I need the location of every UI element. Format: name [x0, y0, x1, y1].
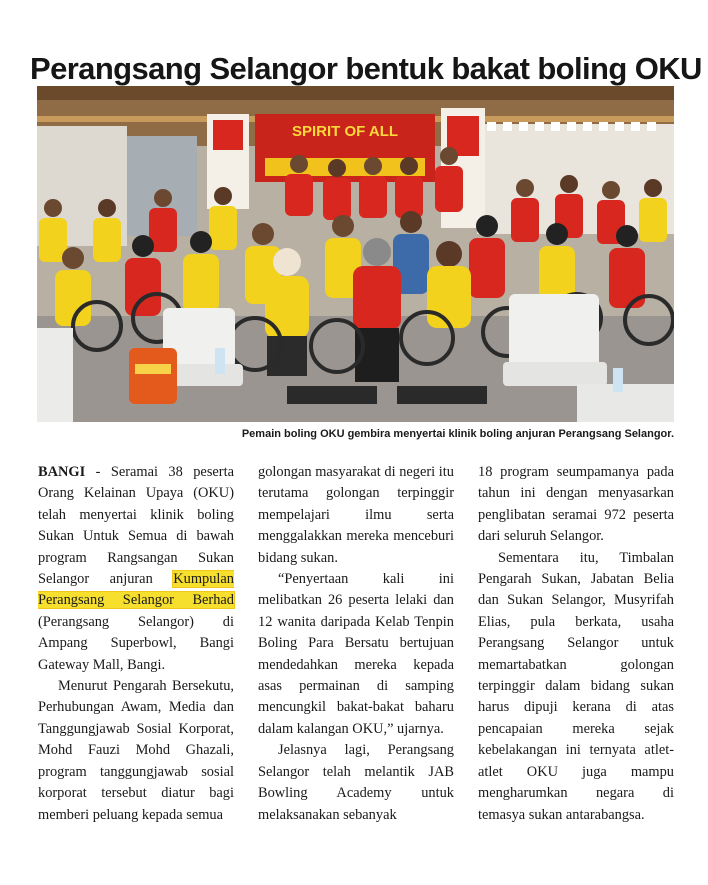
article-column-2	[258, 462, 454, 826]
text-run: (Perangsang Selangor) di Ampang Superbowl, Bangi Gateway Mall, Bangi.	[38, 613, 234, 673]
paragraph	[38, 462, 234, 676]
banner-text: SPIRIT OF ALL	[291, 123, 399, 140]
paragraph: Sementara itu, Timbalan Pengarah Sukan, Jabatan Belia dan Sukan Selangor, Musyrifah Elias, pula berkata, usaha Perangsang Selangor untuk memartabatkan golongan terpinggir dalam bidang sukan harus dipuji kerana di atas pencapaian mereka sejak kebelakangan ini ternyata atlet-atlet OKU juga mampu mengharumkan negara di temasya sukan antarabangsa.	[478, 549, 674, 823]
paragraph: 18 program seumpamanya pada tahun ini dengan menyasarkan penglibatan seramai 972 peserta dari seluruh Selangor.	[478, 464, 674, 545]
photo-caption: Pemain boling OKU gembira menyertai klinik boling anjuran Perangsang Selangor.	[241, 428, 674, 440]
text-run: - Seramai 38 peserta Orang Kelainan Upaya (OKU) telah menyertai klinik boling Sukan Untuk Semua di bawah program Rangsangan Sukan Selangor anjuran	[38, 464, 234, 588]
paragraph: “Penyertaan kali ini melibatkan 26 peserta lelaki dan 12 wanita daripada Kelab Tenpin Boling Para Bersatu bertujuan mendedahkan mereka kepada asas permainan di samping mencungkil bakat-bakat baharu dalam kalangan OKU,” ujarnya.	[258, 571, 454, 737]
paragraph: Menurut Pengarah Bersekutu, Perhubungan Awam, Media dan Tanggungjawab Sosial Korporat, Mohd Fauzi Mohd Ghazali, program tanggungjawab sosial korporat tersebut diatur bagi memberi peluang kepada semua	[38, 678, 234, 823]
paragraph: golongan masyarakat di negeri itu terutama golongan terpinggir mempelajari ilmu serta menggalakkan mereka menceburi bidang sukan.	[258, 464, 454, 566]
paragraph: Jelasnya lagi, Perangsang Selangor telah melantik JAB Bowling Academy untuk melaksanakan sebanyak	[258, 742, 454, 823]
dateline: BANGI	[38, 464, 86, 480]
article-headline: Perangsang Selangor bentuk bakat boling OKU	[30, 50, 702, 86]
highlighted-company-name: Kumpulan Perangsang Selangor Berhad	[38, 571, 234, 609]
article-column-1	[38, 462, 234, 826]
article-photo	[37, 86, 674, 422]
article-column-3	[478, 462, 674, 826]
